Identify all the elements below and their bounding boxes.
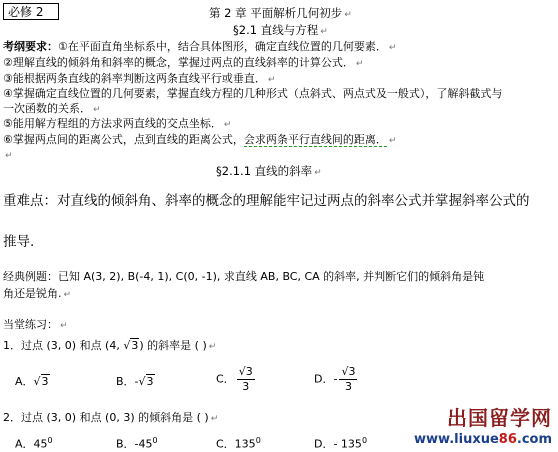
paragraph-mark: ↵	[60, 321, 68, 331]
chapter-title-text: 第 2 章 平面解析几何初步	[209, 6, 343, 20]
question-1-option-b	[116, 374, 155, 389]
section-title	[233, 22, 328, 40]
option-label: A．	[15, 375, 34, 388]
paragraph-mark: ↵	[355, 59, 364, 69]
sqrt-radicand: 3	[146, 375, 154, 388]
requirement-line-2	[3, 55, 363, 72]
option-label: D．- 135	[314, 437, 362, 451]
question-1-option-d	[314, 365, 359, 394]
fraction	[237, 365, 255, 394]
example-line-2-text: 角还是锐角.	[3, 287, 62, 300]
question-2-option-a	[15, 433, 53, 452]
requirement-item-underlined: 会求两条平行直线间的距离．	[243, 133, 387, 146]
paragraph-mark: ↵	[93, 105, 101, 115]
fraction-numerator: √3	[341, 365, 356, 378]
paragraph-mark: ↵	[267, 75, 276, 85]
degree-superscript: 0	[47, 436, 53, 445]
sqrt-symbol: √3	[138, 375, 154, 388]
degree-superscript: 0	[361, 436, 368, 445]
fraction-numerator: √3	[238, 365, 253, 378]
paragraph-mark: ↵	[344, 10, 352, 20]
requirement-line-1	[3, 39, 396, 56]
practice-heading	[3, 317, 68, 334]
question-2-stem-text: 2．过点 (3, 0) 和点 (0, 3) 的倾斜角是 ( )	[3, 411, 209, 424]
requirement-item: ④掌握确定直线位置的几何要素，掌握直线方程的几种形式（点斜式、两点式及一般式），了解斜截式与	[3, 87, 503, 100]
question-1-stem-a: 1．过点 (3, 0) 和点 (4,	[3, 339, 124, 352]
chapter-title	[209, 5, 352, 23]
question-1-option-c	[216, 365, 257, 394]
requirements-heading: 考纲要求：	[3, 40, 58, 53]
example-line-2	[3, 286, 71, 303]
option-label: C．	[216, 372, 235, 386]
sqrt-symbol: √3	[33, 375, 49, 388]
paragraph-mark: ↵	[63, 290, 72, 300]
watermark-url	[414, 432, 552, 447]
degree-superscript: 0	[255, 436, 261, 445]
option-label: C．135	[216, 437, 256, 451]
fraction-denominator: 3	[242, 380, 250, 393]
subsection-title-text: §2.1.1 直线的斜率	[216, 164, 313, 178]
fraction	[339, 365, 357, 394]
requirement-line-7	[3, 132, 396, 149]
watermark-url-part: www.liuxue	[414, 432, 499, 447]
requirement-item: ①在平面直角坐标系中，结合具体图形，确定直线位置的几何要素．	[58, 40, 387, 53]
option-label: B．-45	[116, 437, 153, 451]
sqrt-radicand: 3	[245, 365, 253, 378]
option-label: A．45	[15, 437, 48, 451]
fraction-denominator: 3	[344, 380, 352, 393]
paragraph-mark: ↵	[223, 120, 232, 130]
requirement-line-4	[3, 86, 502, 101]
sqrt-symbol: √3	[123, 339, 139, 352]
question-2-option-b	[116, 433, 158, 452]
key-points-line-1: 重难点：对直线的倾斜角、斜率的概念的理解能牢记过两点的斜率公式并掌握斜率公式的	[3, 193, 530, 209]
paragraph-mark: ↵	[388, 43, 397, 53]
paragraph-mark: ↵	[5, 151, 13, 161]
paragraph-mark: ↵	[388, 136, 397, 146]
requirement-item: 一次函数的关系．	[3, 102, 91, 115]
requirement-line-6	[3, 116, 231, 133]
blank-line	[3, 147, 13, 164]
requirement-item: ③能根据两条直线的斜率判断这两条直线平行或垂直．	[3, 72, 266, 85]
question-2-option-d	[314, 433, 367, 452]
practice-heading-text: 当堂练习：	[3, 318, 58, 331]
watermark-logo: 出国留学网	[447, 406, 552, 430]
watermark-url-part: 86	[498, 432, 517, 447]
requirement-item: ②理解直线的倾斜角和斜率的概念，掌握过两点的直线斜率的计算公式．	[3, 56, 354, 69]
example-line-1: 经典例题：已知 A(3, 2), B(-4, 1), C(0, -1), 求直线 AB, BC, CA 的斜率, 并判断它们的倾斜角是钝	[3, 270, 485, 283]
paragraph-mark: ↵	[208, 342, 217, 352]
degree-superscript: 0	[152, 436, 158, 445]
requirement-item: ⑥掌握两点间的距离公式，点到直线的距离公式，	[3, 133, 244, 146]
question-1-stem-b: ) 的斜率是 ( )	[139, 339, 207, 352]
section-title-text: §2.1 直线与方程	[233, 23, 319, 37]
question-1-option-a	[15, 374, 50, 389]
question-2-option-c	[216, 433, 261, 452]
option-label: D．-	[314, 372, 338, 386]
subsection-title	[216, 163, 322, 181]
paragraph-mark: ↵	[314, 168, 322, 178]
sqrt-radicand: 3	[131, 339, 139, 352]
requirement-item: ⑤能用解方程组的方法求两直线的交点坐标．	[3, 117, 222, 130]
sqrt-radicand: 3	[348, 365, 356, 378]
watermark-url-part: .com	[516, 432, 552, 447]
paragraph-mark: ↵	[320, 27, 328, 37]
question-2-stem	[3, 410, 218, 427]
paragraph-mark: ↵	[210, 414, 219, 424]
sqrt-radicand: 3	[41, 375, 49, 388]
textbook-badge: 必修 2	[3, 3, 59, 20]
question-1-stem	[3, 338, 216, 355]
key-points-line-2: 推导.	[3, 234, 35, 250]
option-label: B．-	[116, 375, 139, 388]
